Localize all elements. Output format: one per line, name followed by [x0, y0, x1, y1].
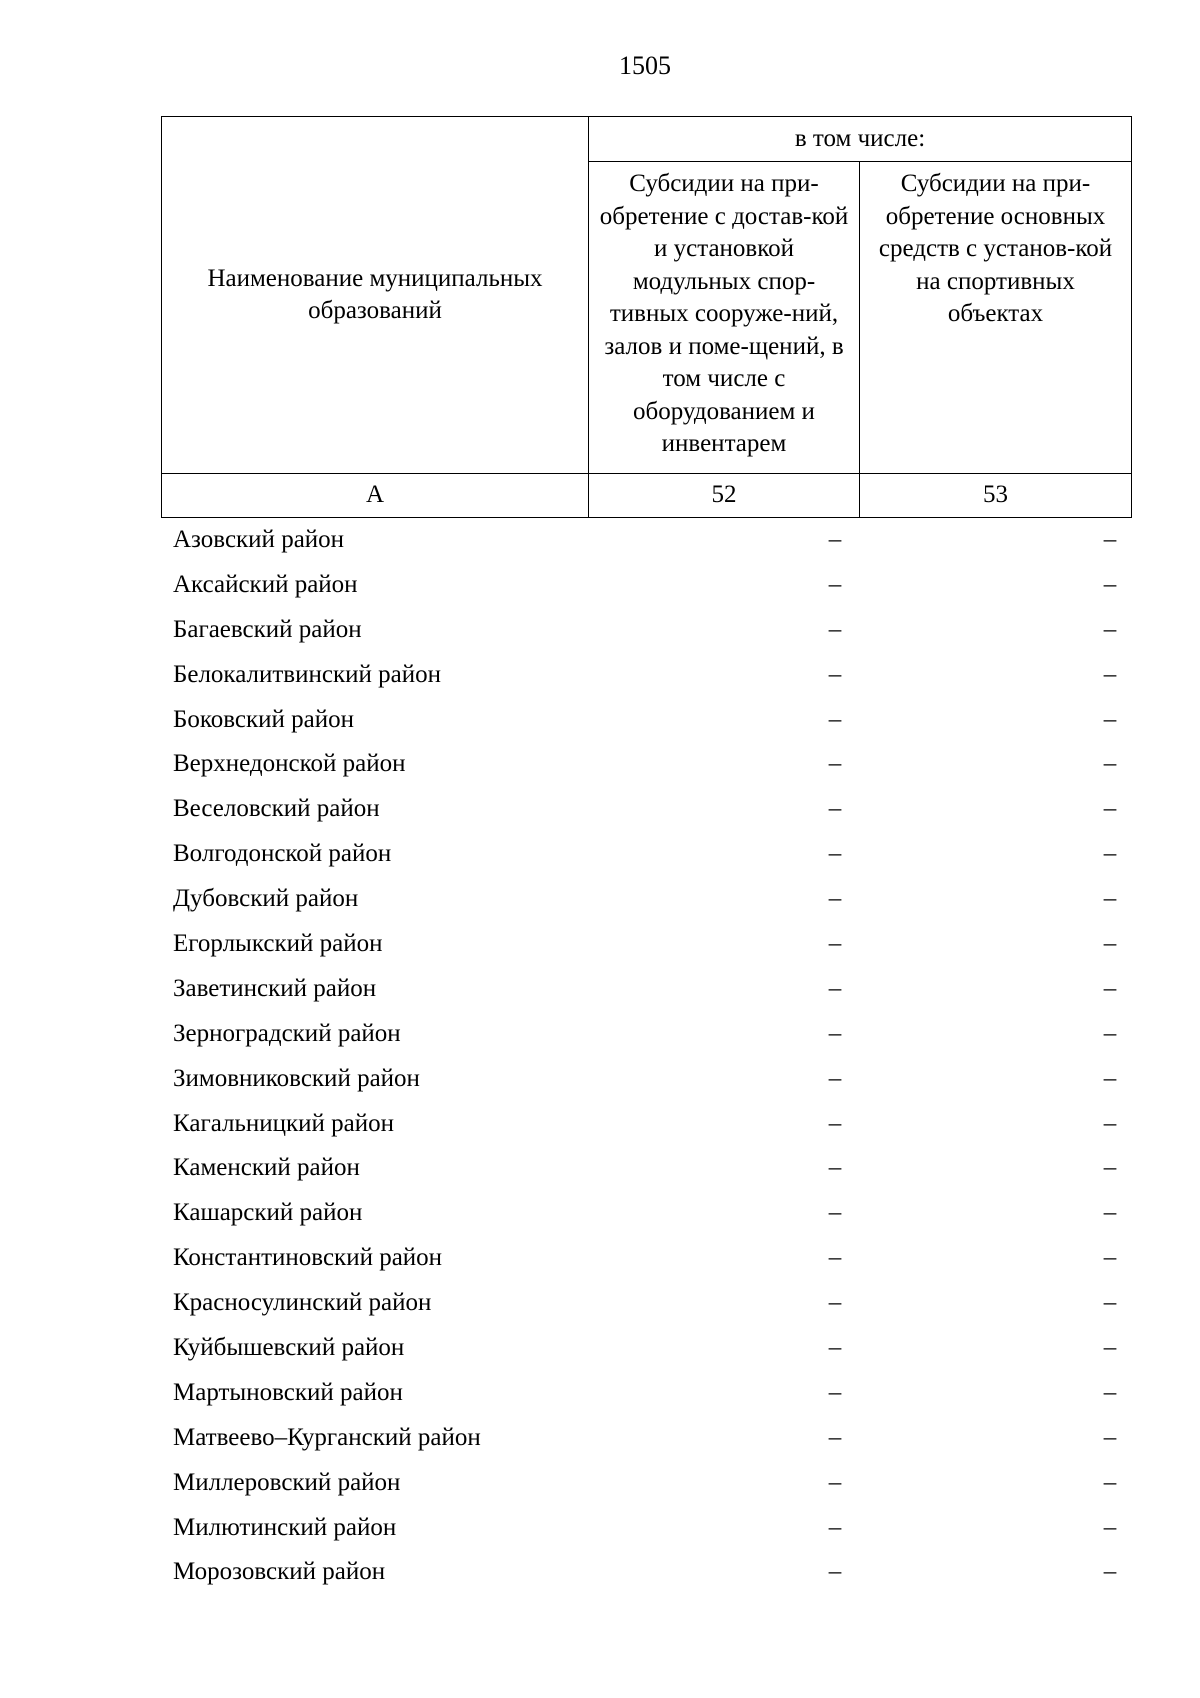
value-col-52: –	[828, 974, 842, 1002]
value-col-52: –	[828, 1154, 842, 1182]
municipality-name: Егорлыкский район	[173, 930, 383, 958]
table-header	[161, 116, 1132, 518]
value-col-53: –	[1103, 570, 1117, 598]
value-col-52: –	[828, 570, 842, 598]
table-row	[161, 608, 1131, 653]
municipality-name: Каменский район	[173, 1154, 360, 1182]
value-col-52: –	[828, 660, 842, 688]
value-col-52: –	[828, 526, 842, 553]
municipality-name: Милютинский район	[173, 1513, 397, 1541]
municipality-name: Зимовниковский район	[173, 1064, 420, 1092]
table-row	[161, 922, 1131, 967]
table-row	[161, 518, 1131, 563]
column-index-52: 52	[589, 474, 860, 518]
municipality-name: Верхнедонской район	[173, 750, 406, 778]
value-col-53: –	[1103, 1199, 1117, 1227]
table-row	[161, 1550, 1131, 1595]
municipality-name: Азовский район	[173, 526, 345, 553]
municipality-name: Кашарский район	[173, 1199, 363, 1227]
value-col-52: –	[828, 1109, 842, 1137]
value-col-52: –	[828, 840, 842, 868]
column-index-53: 53	[860, 474, 1132, 518]
value-col-52: –	[828, 1334, 842, 1362]
municipality-name: Красносулинский район	[173, 1289, 432, 1317]
table-row	[161, 787, 1131, 832]
value-col-52: –	[828, 1378, 842, 1406]
municipality-name: Куйбышевский район	[173, 1334, 405, 1362]
value-col-53: –	[1103, 885, 1117, 913]
value-col-53: –	[1103, 1154, 1117, 1182]
table-row	[161, 1326, 1131, 1371]
value-col-53: –	[1103, 1244, 1117, 1272]
municipality-name: Константиновский район	[173, 1244, 443, 1272]
value-col-52: –	[828, 615, 842, 643]
table-row	[161, 563, 1131, 608]
value-col-53: –	[1103, 840, 1117, 868]
municipality-name: Багаевский район	[173, 615, 362, 643]
value-col-53: –	[1103, 705, 1117, 733]
value-col-52: –	[828, 795, 842, 823]
table-row	[161, 1506, 1131, 1551]
column-index-a: А	[162, 474, 589, 518]
value-col-52: –	[828, 1513, 842, 1541]
value-col-53: –	[1103, 1468, 1117, 1496]
table-row	[161, 1461, 1131, 1506]
municipality-name: Миллеровский район	[173, 1468, 401, 1496]
value-col-53: –	[1103, 1289, 1117, 1317]
table-row	[161, 742, 1131, 787]
value-col-53: –	[1103, 1513, 1117, 1541]
municipality-name: Дубовский район	[173, 885, 359, 913]
municipality-name: Веселовский район	[173, 795, 380, 823]
value-col-52: –	[828, 705, 842, 733]
municipality-name: Белокалитвинский район	[173, 660, 441, 688]
table-body	[161, 518, 1131, 1595]
table-row	[161, 1281, 1131, 1326]
value-col-52: –	[828, 930, 842, 958]
value-col-53: –	[1103, 1064, 1117, 1092]
column-header-53: Субсидии на при-обретение основных средств с установ-кой на спортивных объектах	[860, 162, 1132, 474]
table-row	[161, 1102, 1131, 1147]
table-row	[161, 1012, 1131, 1057]
column-group-header: в том числе:	[589, 117, 1132, 162]
value-col-52: –	[828, 1468, 842, 1496]
municipality-name: Мартыновский район	[173, 1378, 403, 1406]
table-row	[161, 1416, 1131, 1461]
municipality-name: Зерноградский район	[173, 1019, 401, 1047]
value-col-52: –	[828, 885, 842, 913]
value-col-52: –	[828, 1064, 842, 1092]
page-number: 1505	[619, 51, 671, 80]
table-row	[161, 1146, 1131, 1191]
value-col-53: –	[1103, 1109, 1117, 1137]
municipality-name: Аксайский район	[173, 570, 358, 598]
table-row	[161, 1191, 1131, 1236]
value-col-53: –	[1103, 526, 1117, 553]
value-col-53: –	[1103, 1019, 1117, 1047]
value-col-52: –	[828, 1199, 842, 1227]
value-col-53: –	[1103, 750, 1117, 778]
table-row	[161, 877, 1131, 922]
municipality-name: Морозовский район	[173, 1558, 386, 1586]
table-row	[161, 698, 1131, 743]
municipality-name: Заветинский район	[173, 974, 377, 1002]
column-header-municipality: Наименование муниципальных образований	[162, 117, 589, 474]
value-col-52: –	[828, 1244, 842, 1272]
table-row	[161, 653, 1131, 698]
value-col-53: –	[1103, 1378, 1117, 1406]
value-col-52: –	[828, 750, 842, 778]
table-row	[161, 1057, 1131, 1102]
column-header-52: Субсидии на при-обретение с достав-кой и установкой модульных спор-тивных сооруже-ний, залов и поме-щений, в том числе с оборудованием и инвентарем	[589, 162, 860, 474]
municipality-name: Матвеево–Курганский район	[173, 1423, 481, 1451]
table-row	[161, 1371, 1131, 1416]
municipality-name: Волгодонской район	[173, 840, 392, 868]
municipality-name: Кагальницкий район	[173, 1109, 395, 1137]
value-col-53: –	[1103, 615, 1117, 643]
table-row	[161, 967, 1131, 1012]
value-col-53: –	[1103, 1423, 1117, 1451]
table-row	[161, 832, 1131, 877]
value-col-53: –	[1103, 660, 1117, 688]
value-col-52: –	[828, 1019, 842, 1047]
municipality-name: Боковский район	[173, 705, 354, 733]
table-row	[161, 1236, 1131, 1281]
value-col-53: –	[1103, 795, 1117, 823]
value-col-52: –	[828, 1558, 842, 1586]
value-col-52: –	[828, 1289, 842, 1317]
value-col-53: –	[1103, 930, 1117, 958]
value-col-52: –	[828, 1423, 842, 1451]
value-col-53: –	[1103, 1558, 1117, 1586]
value-col-53: –	[1103, 1334, 1117, 1362]
value-col-53: –	[1103, 974, 1117, 1002]
